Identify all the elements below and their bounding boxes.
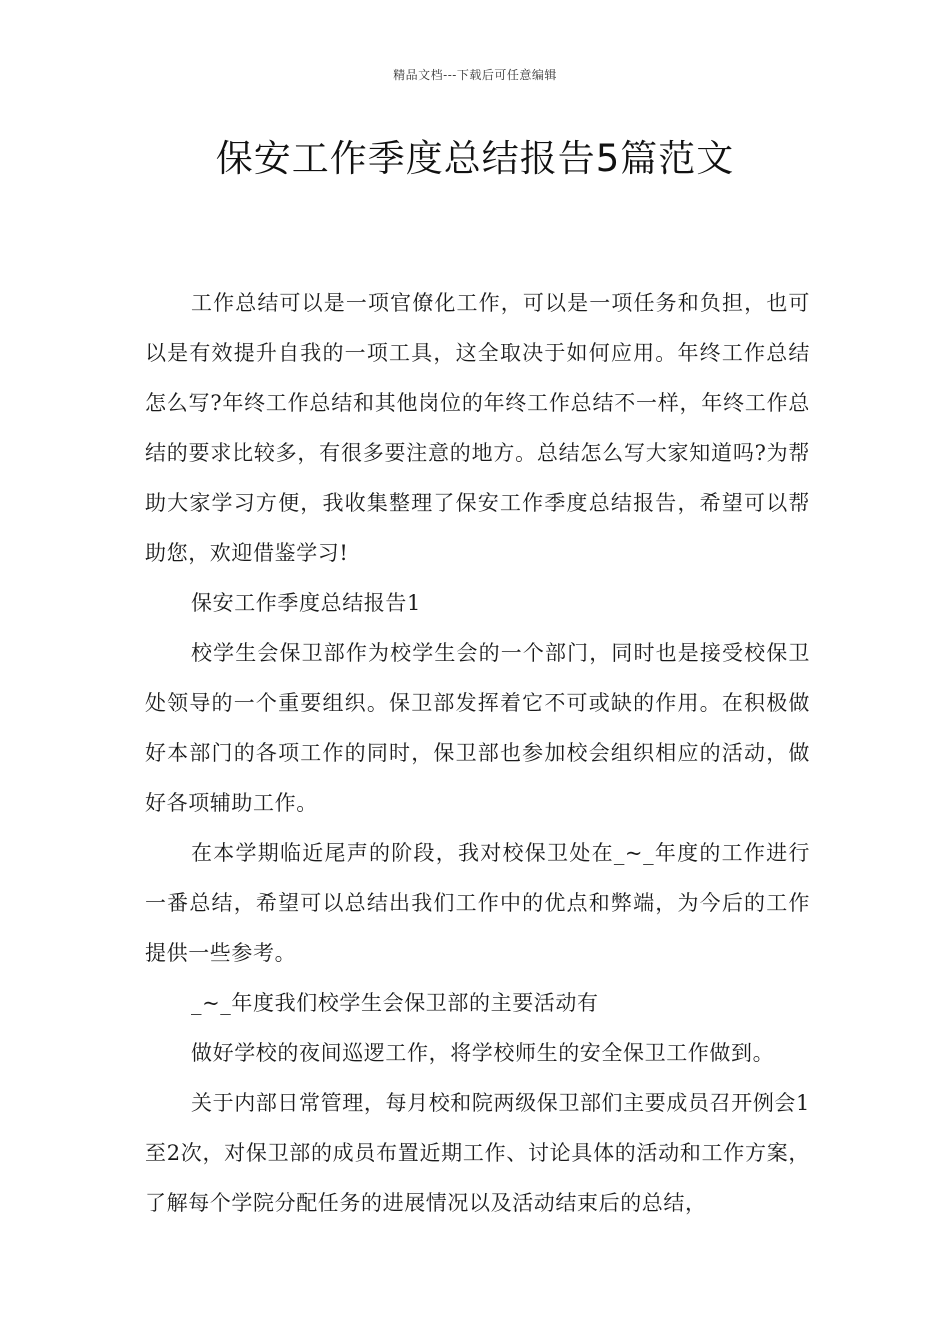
header-note: 精品文档---下载后可任意编辑 xyxy=(393,68,557,82)
paragraph: 在本学期临近尾声的阶段，我对校保卫处在_~_年度的工作进行一番总结，希望可以总结出我们工作中的优点和弊端，为今后的工作提供一些参考。 xyxy=(145,841,810,965)
paragraph: _~_年度我们校学生会保卫部的主要活动有 xyxy=(191,991,599,1015)
paragraph: 关于内部日常管理，每月校和院两级保卫部们主要成员召开例会1至2次，对保卫部的成员布置近期工作、讨论具体的活动和工作方案，了解每个学院分配任务的进展情况以及活动结束后的总结， xyxy=(145,1091,810,1215)
section-heading-report-1: 保安工作季度总结报告1 xyxy=(191,591,421,615)
paragraph: 做好学校的夜间巡逻工作，将学校师生的安全保卫工作做到。 xyxy=(191,1041,775,1065)
document-body xyxy=(145,278,810,1228)
paragraph: 校学生会保卫部作为校学生会的一个部门，同时也是接受校保卫处领导的一个重要组织。保卫部发挥着它不可或缺的作用。在积极做好本部门的各项工作的同时，保卫部也参加校会组织相应的活动，做好各项辅助工作。 xyxy=(145,641,810,815)
paragraph-intro: 工作总结可以是一项官僚化工作，可以是一项任务和负担，也可以是有效提升自我的一项工具，这全取决于如何应用。年终工作总结怎么写?年终工作总结和其他岗位的年终工作总结不一样，年终工作总结的要求比较多，有很多要注意的地方。总结怎么写大家知道吗?为帮助大家学习方便，我收集整理了保安工作季度总结报告，希望可以帮助您，欢迎借鉴学习! xyxy=(145,291,810,565)
document-title: 保安工作季度总结报告5篇范文 xyxy=(215,137,735,180)
